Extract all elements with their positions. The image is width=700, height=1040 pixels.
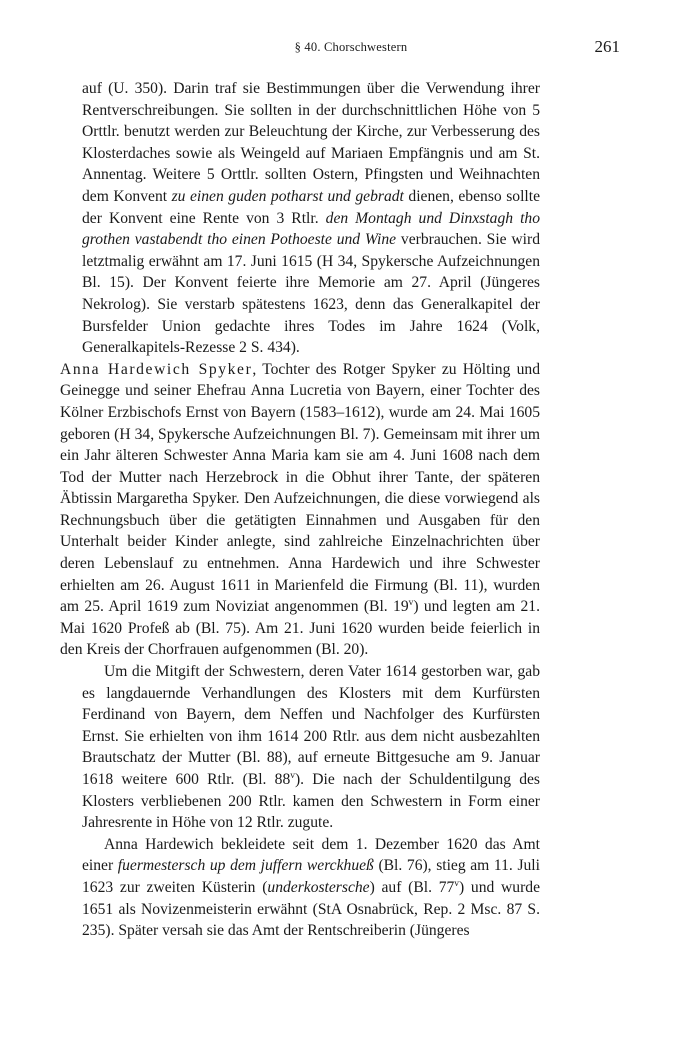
quote-italic: fuermestersch up dem juffern werckhueß bbox=[117, 857, 374, 875]
text-run: ) auf (Bl. 77 bbox=[369, 878, 455, 896]
text-run: Um die Mitgift der Schwestern, deren Vater 1614 gestorben war, gab es langdauernde Verhandlungen des Klosters mit dem Kurfürsten Ferdinand von Bayern, dem Neffen und Nachfolger des Kurfürsten Ernst. Sie erhielten von ihm 1614 200 Rtlr. aus dem nicht ausbezahlten Brautschatz der Mutter (Bl. 88), auf erneute Bittgesuche am 9. Januar 1618 weitere 600 Rtlr. (Bl. 88 bbox=[82, 663, 540, 788]
text-run: ). Die nach der Schuldentilgung des Klosters verbliebenen 200 Rtlr. kamen den Schwestern in Form einer Jahresrente in Höhe von 12 Rtlr. zugute. bbox=[82, 771, 540, 832]
page-number: 261 bbox=[594, 37, 620, 56]
text-run: Anna Hardewich bekleidete seit dem 1. Dezember 1620 das Amt einer bbox=[82, 835, 540, 875]
verso-mark: v bbox=[408, 598, 414, 609]
paragraph-3 bbox=[82, 661, 540, 834]
paragraph-2 bbox=[60, 359, 540, 661]
text-run: dienen, ebenso sollte der Konvent eine Rente von 3 Rtlr. bbox=[82, 187, 540, 227]
paragraph-4 bbox=[82, 834, 540, 942]
quote-italic: underkostersche bbox=[267, 878, 370, 896]
text-run: ) und legten am 21. Mai 1620 Profeß ab (Bl. 75). Am 21. Juni 1620 wurden beide feierlich in den Kreis der Chorfrauen aufgenommen (Bl. 20). bbox=[60, 598, 540, 659]
text-run: (Bl. 76), stieg am 11. Juli 1623 zur zweiten Küsterin ( bbox=[82, 857, 540, 896]
running-head: § 40. Chorschwestern bbox=[294, 40, 408, 54]
quote-italic: zu einen guden potharst und gebradt bbox=[171, 187, 404, 205]
verso-mark: v bbox=[454, 878, 459, 889]
paragraph-1 bbox=[82, 78, 540, 359]
quote-italic: den Montagh und Dinxstagh tho grothen vastabendt tho einen Pothoeste und Wine bbox=[82, 209, 540, 249]
text-run: ) und wurde 1651 als Novizenmeisterin erwähnt (StA Osnabrück, Rep. 2 Msc. 87 S. 235). Später versah sie das Amt der Rentschreiberin (Jüngeres bbox=[82, 878, 540, 940]
text-run: auf (U. 350). Darin traf sie Bestimmungen über die Verwendung ihrer Rentverschreibungen. Sie sollten in der durchschnittlichen Höhe von 5 Orttlr. benutzt werden zur Beleuchtung der Kirche, zur Verbesserung des Klosterdaches sowie als Weingeld auf Mariaen Empfängnis und am St. Annentag. Weitere 5 Orttlr. sollten Ostern, Pfingsten und Weihnachten dem Konvent bbox=[82, 80, 540, 205]
verso-mark: v bbox=[290, 770, 295, 781]
body-text bbox=[60, 78, 540, 942]
text-run: verbrauchen. Sie wird letztmalig erwähnt am 17. Juni 1615 (H 34, Spykersche Aufzeichnungen Bl. 15). Der Konvent feierte ihre Memorie am 27. April (Jüngeres Nekrolog). Sie verstarb spätestens 1623, denn das Generalkapitel der Bursfelder Union gedachte ihres Todes im Jahre 1624 (Volk, Generalkapitels-Rezesse 2 S. 434). bbox=[82, 231, 540, 357]
page-header bbox=[82, 37, 620, 60]
entry-name: Anna Hardewich Spyker bbox=[60, 360, 253, 378]
text-run: , Tochter des Rotger Spyker zu Hölting und Geinegge und seiner Ehefrau Anna Lucretia von Bayern, einer Tochter des Kölner Erzbischofs Ernst von Bayern (1583–1612), wurde am 24. Mai 1605 geboren (H 34, Spykersche Aufzeichnungen Bl. 7). Gemeinsam mit ihrer um ein Jahr älteren Schwester Anna Maria kam sie am 4. Juni 1608 nach dem Tod der Mutter nach Herzebrock in die Obhut ihrer Tante, der späteren Äbtissin Margaretha Spyker. Den Aufzeichnungen, die diese vorwiegend als Rechnungsbuch über die getätigten Einnahmen und Ausgaben für den Unterhalt beider Kinder anlegte, sind zahlreiche Einzelnachrichten über deren Lebenslauf zu entnehmen. Anna Hardewich und ihre Schwester erhielten am 26. August 1611 in Marienfeld die Firmung (Bl. 11), wurden am 25. April 1619 zum Noviziat angenommen (Bl. 19 bbox=[60, 360, 540, 616]
